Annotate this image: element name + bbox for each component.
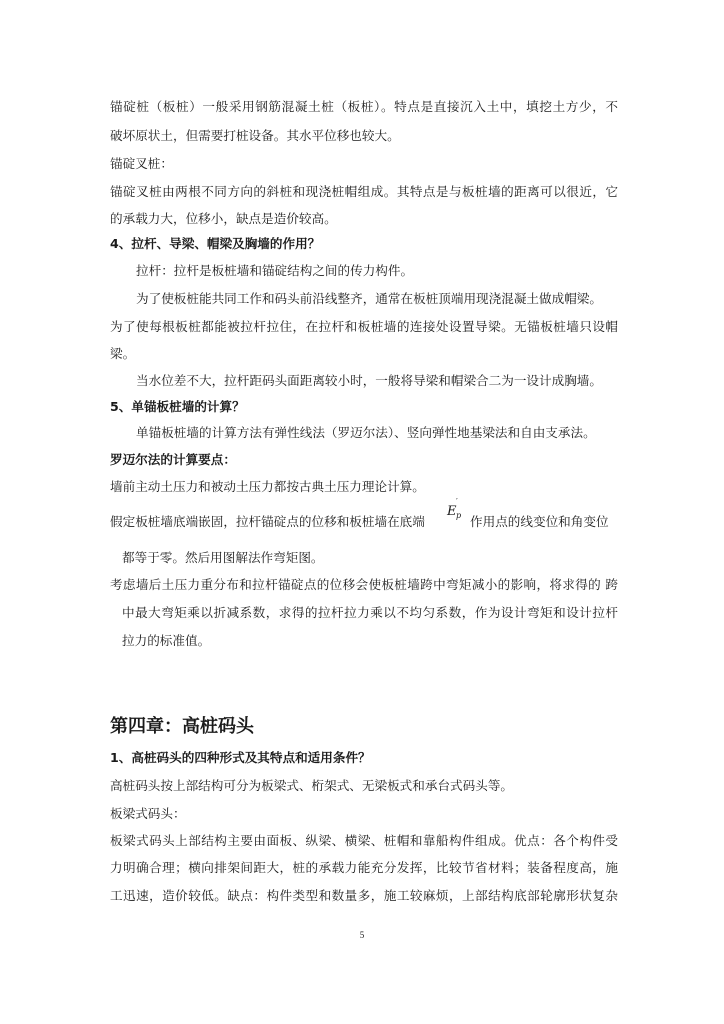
text-line: 工迅速，造价较低。缺点：构件类型和数量多，施工较麻烦，上部结构底部轮廓形状复杂 bbox=[110, 888, 618, 903]
text-line: 墙前主动土压力和被动土压力都按古典土压力理论计算。 bbox=[110, 479, 425, 494]
section-heading: 4、拉杆、导梁、帽梁及胸墙的作用？ bbox=[110, 236, 321, 251]
chapter-title: 第四章：高桩码头 bbox=[110, 716, 254, 737]
text-line: 为了使每根板桩都能被拉杆拉住，在拉杆和板桩墙的连接处设置导梁。无锚板桩墙只设帽 bbox=[110, 319, 618, 334]
subsection-heading: 罗迈尔法的计算要点： bbox=[110, 452, 236, 467]
text-line: 破坏原状土，但需要打桩设备。其水平位移也较大。 bbox=[110, 128, 400, 143]
formula-prime: ′ bbox=[456, 497, 458, 506]
text-line: 板梁式码头： bbox=[110, 806, 186, 821]
text-line: 当水位差不大，拉杆距码头面距离较小时，一般将导梁和帽梁合二为一设计成胸墙。 bbox=[136, 373, 602, 388]
text-line: 力明确合理；横向排架间距大，桩的承载力能充分发挥，比较节省材料；装备程度高，施 bbox=[110, 860, 618, 875]
text-line: 作用点的线变位和角变位 bbox=[470, 514, 609, 529]
section-heading: 5、单锚板桩墙的计算？ bbox=[110, 399, 245, 414]
text-line: 梁。 bbox=[110, 346, 136, 361]
text-line: 为了使板桩能共同工作和码头前沿线整齐，通常在板桩顶端用现浇混凝土做成帽梁。 bbox=[136, 291, 602, 306]
formula-subscript: p bbox=[456, 511, 462, 520]
formula-ep bbox=[447, 496, 467, 524]
text-line: 锚碇叉桩由两根不同方向的斜桩和现浇桩帽组成。其特点是与板桩墙的距离可以很近，它 bbox=[110, 184, 618, 199]
text-line: 中最大弯矩乘以折减系数，求得的拉杆拉力乘以不均匀系数，作为设计弯矩和设计拉杆 bbox=[122, 605, 618, 620]
text-line: 锚碇叉桩： bbox=[110, 156, 173, 171]
text-line: 拉力的标准值。 bbox=[122, 633, 211, 648]
text-line: 板梁式码头上部结构主要由面板、纵梁、横梁、桩帽和靠船构件组成。优点：各个构件受 bbox=[110, 833, 618, 848]
text-line: 考虑墙后土压力重分布和拉杆锚碇点的位移会使板桩墙跨中弯矩减小的影响，将求得的 跨 bbox=[110, 577, 618, 592]
text-line: 锚碇桩（板桩）一般采用钢筋混凝土桩（板桩）。特点是直接沉入土中，填挖土方少，不 bbox=[110, 99, 618, 114]
text-line: 的承载力大，位移小，缺点是造价较高。 bbox=[110, 211, 337, 226]
formula-symbol: E bbox=[447, 504, 457, 519]
text-line: 单锚板桩墙的计算方法有弹性线法（罗迈尔法）、竖向弹性地基梁法和自由支承法。 bbox=[136, 425, 596, 440]
page-number: 5 bbox=[359, 930, 365, 940]
text-line: 都等于零。然后用图解法作弯矩图。 bbox=[122, 550, 324, 565]
text-line: 高桩码头按上部结构可分为板梁式、桁架式、无梁板式和承台式码头等。 bbox=[110, 778, 513, 793]
text-line: 假定板桩墙底端嵌固，拉杆锚碇点的位移和板桩墙在底端 bbox=[110, 514, 425, 529]
text-line: 拉杆：拉杆是板桩墙和锚碇结构之间的传力构件。 bbox=[136, 263, 414, 278]
section-heading: 1、高桩码头的四种形式及其特点和适用条件？ bbox=[110, 750, 371, 765]
